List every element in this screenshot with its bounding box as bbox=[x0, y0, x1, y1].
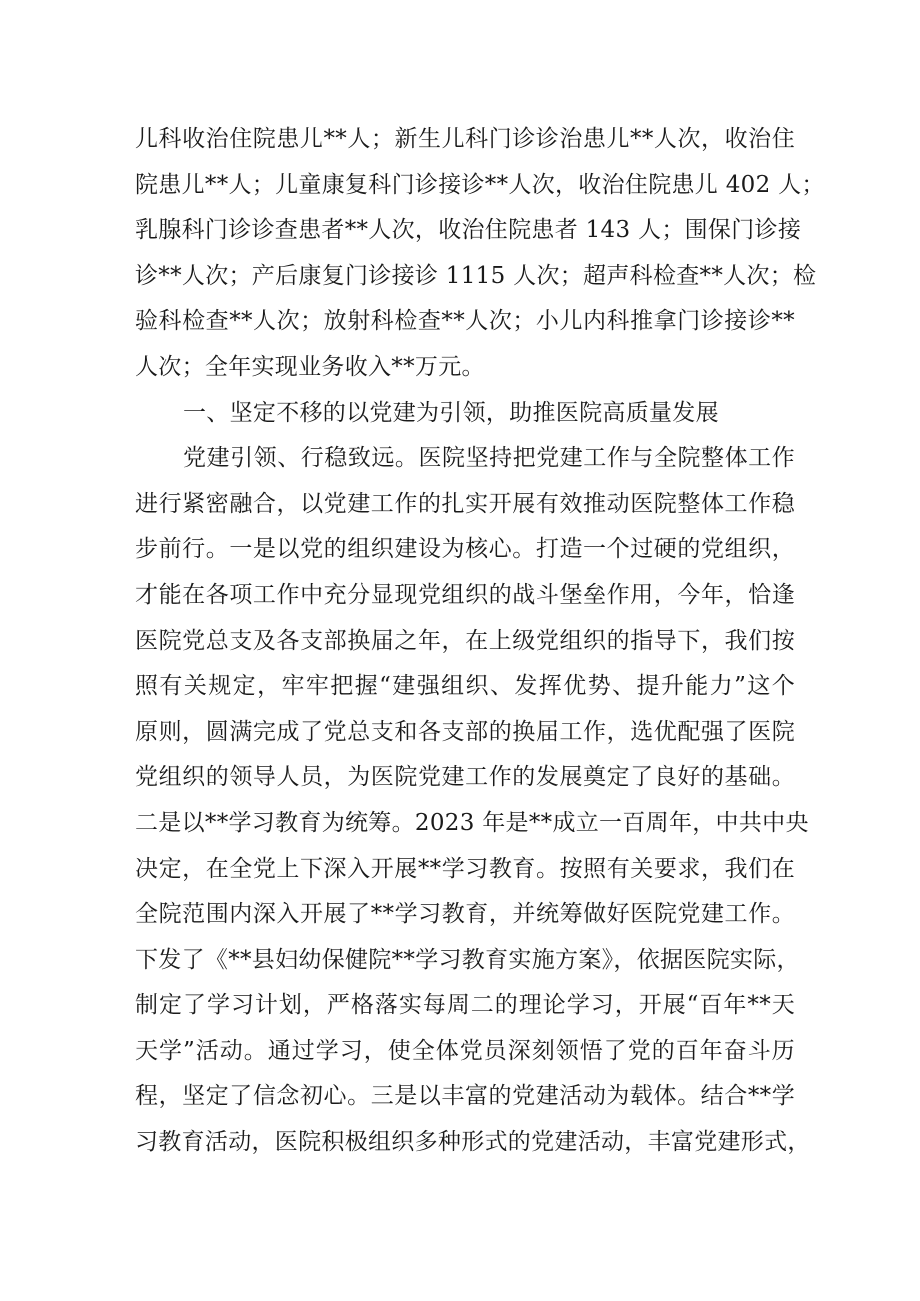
text-line: 原则，圆满完成了党总支和各支部的换届工作，选优配强了医院 bbox=[135, 718, 795, 745]
text-line: 程，坚定了信念初心。三是以丰富的党建活动为载体。结合**学 bbox=[135, 1083, 795, 1110]
text-line: 验科检查**人次；放射科检查**人次；小儿内科推拿门诊接诊** bbox=[135, 308, 795, 335]
text-line: 院患儿**人；儿童康复科门诊接诊**人次，收治住院患儿 402 人； bbox=[135, 171, 825, 198]
text-line: 诊**人次；产后康复门诊接诊 1115 人次；超声科检查**人次；检 bbox=[135, 262, 817, 289]
text-line: 天学”活动。通过学习，使全体党员深刻领悟了党的百年奋斗历 bbox=[135, 1037, 795, 1064]
text-line: 习教育活动，医院积极组织多种形式的党建活动，丰富党建形式， bbox=[135, 1129, 811, 1156]
text-line: 党建引领、行稳致远。医院坚持把党建工作与全院整体工作 bbox=[183, 445, 795, 472]
text-line: 下发了《**县妇幼保健院**学习教育实施方案》，依据医院实际， bbox=[135, 946, 800, 973]
text-line: 党组织的领导人员，为医院党建工作的发展奠定了良好的基础。 bbox=[135, 764, 795, 791]
text-line: 医院党总支及各支部换届之年，在上级党组织的指导下，我们按 bbox=[135, 627, 795, 654]
text-line: 步前行。一是以党的组织建设为核心。打造一个过硬的党组织， bbox=[135, 536, 795, 563]
text-line: 才能在各项工作中充分显现党组织的战斗堡垒作用，今年，恰逢 bbox=[135, 581, 795, 608]
text-line: 制定了学习计划，严格落实每周二的理论学习，开展“百年**天 bbox=[135, 992, 795, 1019]
text-line: 进行紧密融合，以党建工作的扎实开展有效推动医院整体工作稳 bbox=[135, 490, 795, 517]
section-heading: 一、坚定不移的以党建为引领，助推医院高质量发展 bbox=[183, 399, 719, 426]
text-line: 全院范围内深入开展了**学习教育，并统筹做好医院党建工作。 bbox=[135, 901, 795, 928]
text-line: 决定，在全党上下深入开展**学习教育。按照有关要求，我们在 bbox=[135, 855, 795, 882]
text-line: 照有关规定，牢牢把握“建强组织、发挥优势、提升能力”这个 bbox=[135, 673, 795, 700]
text-line: 人次；全年实现业务收入**万元。 bbox=[135, 353, 485, 380]
text-line: 二是以**学习教育为统筹。2023 年是**成立一百周年，中共中央 bbox=[135, 809, 809, 836]
text-line: 儿科收治住院患儿**人；新生儿科门诊诊治患儿**人次，收治住 bbox=[135, 126, 795, 152]
text-line: 乳腺科门诊诊查患者**人次，收治住院患者 143 人；围保门诊接 bbox=[135, 217, 802, 244]
body-text bbox=[135, 117, 825, 1166]
